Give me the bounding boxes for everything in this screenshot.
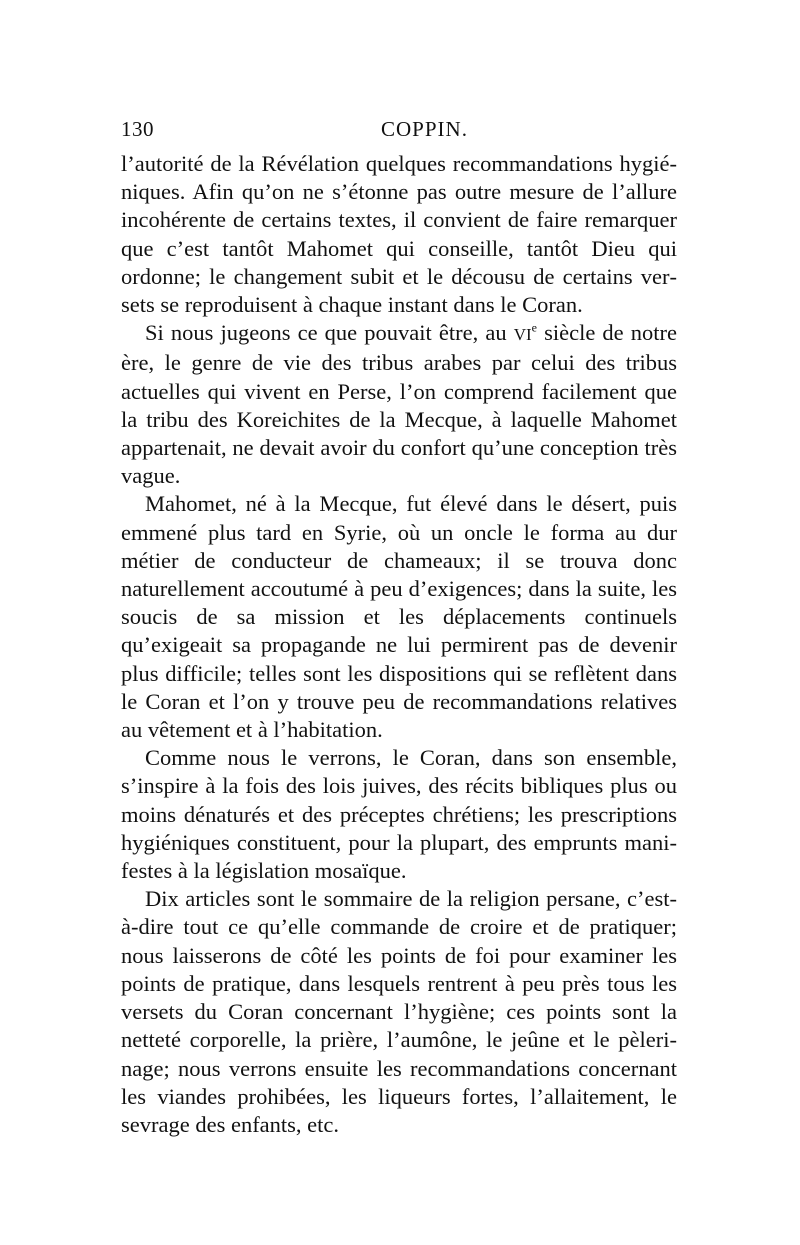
paragraph: Mahomet, né à la Mecque, fut élevé dans le désert, puis emmené plus tard en Syrie, où un oncle le forma au dur métier de conducteur de chameaux; il se trouva donc naturellement accoutumé à peu d’exigences; dans la suite, les soucis de sa mission et les déplacements continuels qu’exigeait sa propagande ne lui permirent pas de devenir plus difficile; telles sont les dispositions qui se reflètent dans le Coran et l’on y trouve peu de recommandations relatives au vêtement et à l’habitation.	[121, 491, 677, 743]
paragraph	[121, 319, 677, 490]
paragraph-text: siècle de notre ère, le genre de vie des tribus arabes par celui des tribus actuelles qui vivent en Perse, l’on comprend facilement que la tribu des Koreichites de la Mecque, à laquelle Mahomet appartenait, ne devait avoir du confort qu’une conception très vague.	[121, 320, 678, 489]
paragraph: l’autorité de la Révélation quelques recommandations hygiéniques. Afin qu’on ne s’étonne pas outre mesure de l’allure incohérente de certains textes, il convient de faire remarquer que c’est tantôt Mahomet qui conseille, tantôt Dieu qui ordonne; le changement subit et le décousu de certains versets se reproduisent à chaque instant dans le Coran.	[121, 151, 677, 318]
paragraph: Comme nous le verrons, le Coran, dans son ensemble, s’inspire à la fois des lois juives, des récits bibliques plus ou moins dénaturés et des préceptes chrétiens; les prescriptions hygiéniques constituent, pour la plupart, des emprunts manifestes à la législation mosaïque.	[121, 745, 677, 884]
superscript: e	[531, 320, 537, 335]
paragraph-text: Si nous jugeons ce que pouvait être, au	[145, 320, 514, 346]
body-text	[121, 150, 677, 1139]
paragraph: Dix articles sont le sommaire de la religion persane, c’est-à-dire tout ce qu’elle commande de croire et de pratiquer; nous laisserons de côté les points de foi pour examiner les points de pratique, dans lesquels rentrent à peu près tous les versets du Coran concernant l’hygiène; ces points sont la netteté corporelle, la prière, l’aumône, le jeûne et le pèlerinage; nous verrons ensuite les recommandations concernant les viandes prohibées, les liqueurs fortes, l’allaitement, le sevrage des enfants, etc.	[121, 886, 677, 1137]
page-header	[121, 117, 679, 147]
century-numeral: VI	[513, 325, 532, 345]
page-number: 130	[121, 117, 154, 141]
running-head: COPPIN.	[381, 117, 468, 141]
